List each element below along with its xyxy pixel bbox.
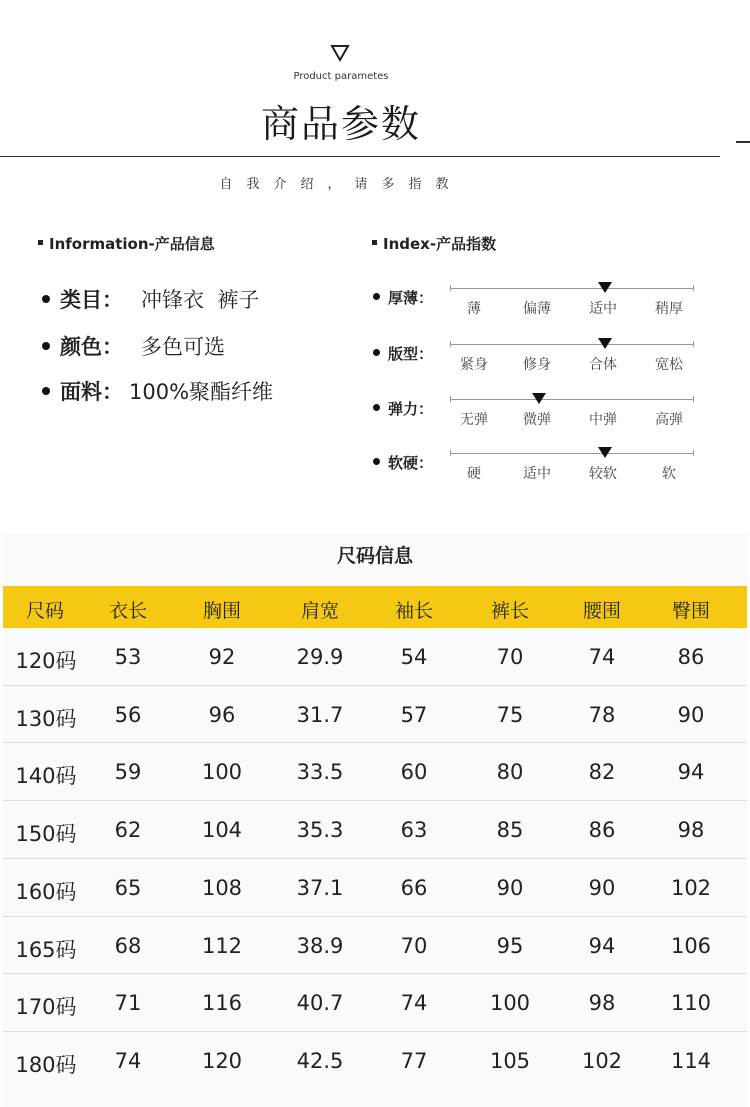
- table-cell: 70: [496, 645, 524, 669]
- bullet-icon: [373, 349, 380, 356]
- index-marker-icon: [532, 393, 546, 404]
- table-cell: 106: [670, 933, 712, 958]
- table-cell: 104: [201, 818, 243, 843]
- table-cell: 31.7: [296, 702, 344, 727]
- index-marker-icon: [598, 447, 612, 458]
- index-option: 修身: [523, 357, 551, 373]
- index-scale-tick: [693, 450, 694, 456]
- index-scale-tick: [450, 285, 451, 291]
- table-cell: 71: [114, 991, 142, 1016]
- index-option: 薄: [467, 301, 481, 317]
- table-header-cell: 胸围: [202, 600, 241, 622]
- index-option: 较软: [589, 466, 617, 482]
- table-cell: 37.1: [296, 875, 344, 900]
- table-cell: 59: [114, 760, 142, 785]
- index-label-text: 弹力：: [388, 400, 434, 418]
- down-triangle-icon: [330, 44, 350, 62]
- bullet-icon: [42, 295, 50, 303]
- table-header-cell: 衣长: [108, 600, 147, 622]
- table-header-cell: 肩宽: [300, 600, 339, 622]
- table-cell: 108: [201, 875, 243, 900]
- table-cell: 120: [201, 1048, 243, 1073]
- table-cell: 90: [677, 702, 705, 727]
- table-cell: 82: [588, 760, 616, 785]
- table-cell: 180码: [15, 1052, 77, 1077]
- table-cell: 130码: [15, 706, 77, 731]
- divider-tick: [736, 141, 750, 143]
- bullet-icon: [42, 342, 50, 350]
- table-cell: 80: [496, 760, 524, 785]
- index-scale-tick: [450, 341, 451, 347]
- info-row-category: [42, 284, 259, 314]
- index-option: 适中: [589, 301, 617, 317]
- tagline: 自我介绍，请多指教: [219, 177, 463, 192]
- table-cell: 65: [114, 875, 142, 900]
- index-label-text: 软硬：: [388, 454, 434, 472]
- table-cell: 98: [677, 818, 705, 843]
- info-value: 多色可选: [141, 335, 225, 359]
- table-header-cell: 袖长: [394, 600, 433, 622]
- table-cell: 90: [588, 875, 616, 900]
- table-header-cell: 尺码: [25, 600, 64, 622]
- index-scale-line: [450, 399, 694, 400]
- table-cell: 90: [496, 875, 524, 900]
- size-table-title: 尺码信息: [336, 545, 413, 567]
- table-header-cell: 腰围: [582, 600, 621, 622]
- table-cell: 38.9: [296, 933, 344, 958]
- index-label: [373, 398, 433, 419]
- table-cell: 53: [114, 645, 142, 669]
- table-cell: 40.7: [296, 991, 344, 1016]
- table-cell: 63: [400, 818, 428, 843]
- table-cell: 57: [400, 702, 428, 727]
- header-divider: [0, 156, 720, 157]
- table-cell: 96: [208, 702, 236, 727]
- index-scale-tick: [450, 396, 451, 402]
- index-option: 硬: [467, 466, 481, 482]
- index-option: 稍厚: [655, 301, 683, 317]
- index-marker-icon: [598, 338, 612, 349]
- table-cell: 92: [208, 645, 236, 669]
- page-title: 商品参数: [260, 102, 421, 146]
- table-cell: 100: [201, 760, 243, 785]
- table-cell: 62: [114, 818, 142, 843]
- index-option: 高弹: [655, 412, 683, 428]
- table-cell: 170码: [15, 995, 77, 1020]
- table-cell: 33.5: [296, 760, 344, 785]
- index-heading: [372, 233, 496, 254]
- table-cell: 102: [670, 875, 712, 900]
- table-cell: 74: [588, 645, 616, 669]
- table-cell: 68: [114, 933, 142, 958]
- index-option: 偏薄: [523, 301, 551, 317]
- info-value: 冲锋衣 裤子: [141, 288, 260, 312]
- table-cell: 112: [201, 933, 243, 958]
- table-cell: 105: [489, 1048, 531, 1073]
- table-cell: 77: [400, 1048, 428, 1073]
- table-cell: 86: [588, 818, 616, 843]
- table-header-cell: 臀围: [671, 600, 710, 622]
- table-cell: 85: [496, 818, 524, 843]
- index-option: 紧身: [460, 357, 488, 373]
- table-cell: 86: [677, 645, 705, 669]
- table-cell: 74: [400, 991, 428, 1016]
- index-label: [373, 287, 433, 308]
- index-scale-tick: [693, 341, 694, 347]
- table-cell: 120码: [15, 649, 77, 673]
- information-heading-text: Information-产品信息: [49, 235, 215, 253]
- table-cell: 150码: [15, 822, 77, 847]
- index-label-text: 厚薄：: [388, 289, 434, 307]
- index-option: 合体: [589, 357, 617, 373]
- index-option: 中弹: [589, 412, 617, 428]
- table-cell: 74: [114, 1048, 142, 1073]
- info-row-color: [42, 331, 225, 361]
- bullet-icon: [373, 458, 380, 465]
- bullet-icon: [42, 387, 50, 395]
- information-heading: [38, 233, 215, 254]
- table-cell: 54: [400, 645, 428, 669]
- index-scale-tick: [693, 396, 694, 402]
- table-cell: 56: [114, 702, 142, 727]
- table-cell: 140码: [15, 764, 77, 789]
- table-cell: 110: [670, 991, 712, 1016]
- table-cell: 94: [588, 933, 616, 958]
- info-label: 颜色：: [60, 335, 123, 359]
- square-bullet-icon: [38, 240, 43, 245]
- info-row-fabric: [42, 376, 273, 406]
- table-cell: 29.9: [296, 645, 344, 669]
- table-cell: 66: [400, 875, 428, 900]
- square-bullet-icon: [372, 240, 377, 245]
- table-cell: 42.5: [296, 1048, 344, 1073]
- table-cell: 102: [581, 1048, 623, 1073]
- table-cell: 116: [201, 991, 243, 1016]
- table-cell: 98: [588, 991, 616, 1016]
- index-scale-tick: [450, 450, 451, 456]
- index-scale-tick: [693, 285, 694, 291]
- table-cell: 114: [670, 1048, 712, 1073]
- table-header-cell: 裤长: [490, 600, 529, 622]
- table-cell: 60: [400, 760, 428, 785]
- index-scale-line: [450, 288, 694, 289]
- index-option: 软: [662, 466, 676, 482]
- table-cell: 160码: [15, 879, 77, 904]
- table-cell: 35.3: [296, 818, 344, 843]
- subtitle-en: Product parametes: [293, 71, 389, 82]
- bullet-icon: [373, 293, 380, 300]
- table-cell: 95: [496, 933, 524, 958]
- info-value: 100%聚酯纤维: [129, 380, 274, 404]
- index-option: 微弹: [523, 412, 551, 428]
- index-label-text: 版型：: [388, 345, 434, 363]
- index-option: 无弹: [460, 412, 488, 428]
- info-label: 类目：: [60, 288, 123, 312]
- index-option: 宽松: [655, 357, 683, 373]
- index-scale-line: [450, 344, 694, 345]
- table-cell: 100: [489, 991, 531, 1016]
- index-scale-line: [450, 453, 694, 454]
- table-cell: 94: [677, 760, 705, 785]
- info-label: 面料：: [60, 380, 123, 404]
- index-label: [373, 452, 433, 473]
- index-label: [373, 343, 433, 364]
- index-heading-text: Index-产品指数: [383, 235, 497, 253]
- table-cell: 75: [496, 702, 524, 727]
- bullet-icon: [373, 404, 380, 411]
- index-marker-icon: [598, 282, 612, 293]
- table-cell: 70: [400, 933, 428, 958]
- table-cell: 165码: [15, 937, 77, 962]
- index-option: 适中: [523, 466, 551, 482]
- table-cell: 78: [588, 702, 616, 727]
